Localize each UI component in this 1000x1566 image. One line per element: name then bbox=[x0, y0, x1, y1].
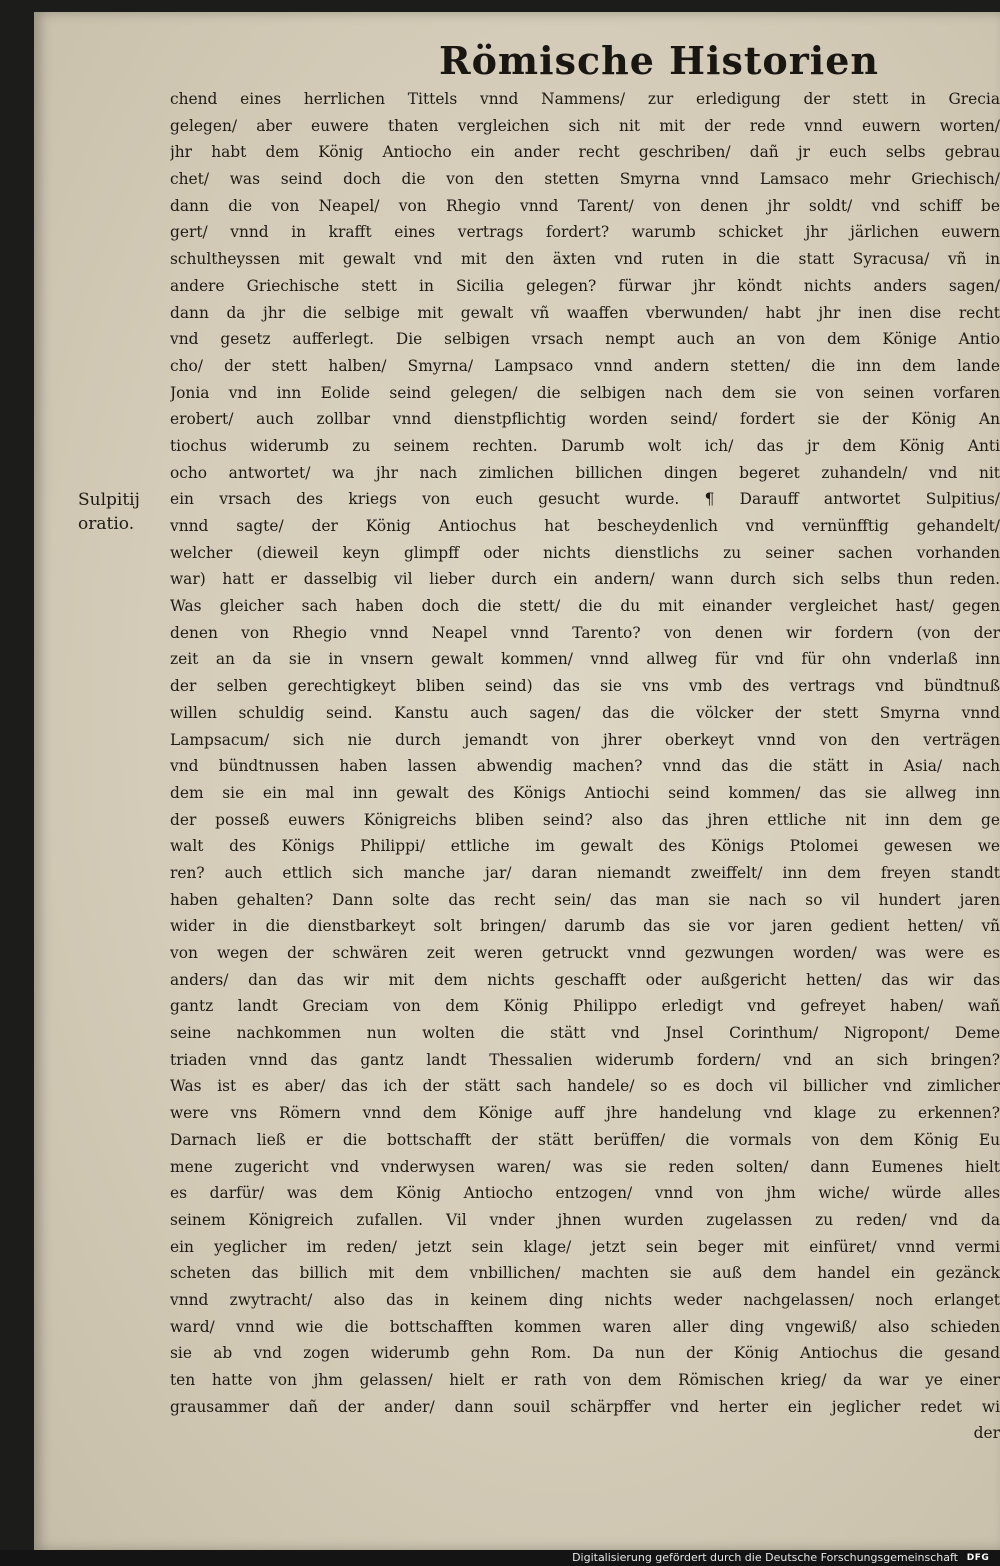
marginal-note-line: Sulpitij bbox=[78, 490, 140, 510]
marginal-note-line: oratio. bbox=[78, 514, 135, 534]
text-line: vnd gesetz aufferlegt. Die selbigen vrsach nempt auch an von dem Könige Antio bbox=[170, 330, 1000, 349]
text-line: anders/ dan das wir mit dem nichts geschafft oder außgericht hetten/ das wir das bbox=[170, 970, 1000, 989]
dfg-logo: DFG bbox=[966, 1553, 990, 1563]
text-line: cho/ der stett halben/ Smyrna/ Lampsaco vnnd andern stetten/ die inn dem lande bbox=[170, 356, 1000, 375]
text-line: von wegen der schwären zeit weren getruckt vnnd gezwungen worden/ was were es bbox=[170, 944, 1000, 962]
running-head: Römische Historien bbox=[439, 38, 880, 83]
text-line: Jonia vnd inn Eolide seind gelegen/ die selbigen nach dem sie von seinen vorfaren bbox=[170, 383, 1000, 402]
text-line: vnd bündtnussen haben lassen abwendig machen? vnnd das die stätt in Asia/ nach bbox=[170, 757, 1000, 776]
text-line: der bbox=[973, 1424, 1000, 1443]
text-line: ein vrsach des kriegs von euch gesucht wurde. ¶ Darauff antwortet Sulpitius/ bbox=[170, 490, 1000, 509]
text-line: grausammer dañ der ander/ dann souil schärpffer vnd herter ein jeglicher redet wi bbox=[170, 1397, 1000, 1416]
text-line: scheten das billich mit dem vnbillichen/ machten sie auß dem handel ein gezänck bbox=[170, 1264, 1000, 1283]
text-line: ward/ vnnd wie die bottschafften kommen waren aller ding vngewiß/ also schieden bbox=[170, 1317, 1000, 1336]
text-line: ein yeglicher im reden/ jetzt sein klage/ jetzt sein beger mit einfüret/ vnnd vermi bbox=[170, 1237, 1000, 1256]
text-line: ren? auch ettlich sich manche jar/ daran niemandt zweiffelt/ inn dem freyen standt bbox=[170, 863, 1000, 882]
text-line: schultheyssen mit gewalt vnd mit den äxten vnd ruten in die statt Syracusa/ vñ in bbox=[170, 250, 1000, 269]
text-line: denen von Rhegio vnnd Neapel vnnd Tarento? von denen wir fordern (von der bbox=[170, 623, 1000, 642]
text-line: es darfür/ was dem König Antiocho entzogen/ vnnd von jhm wiche/ würde alles bbox=[170, 1184, 1000, 1203]
text-line: chet/ was seind doch die von den stetten Smyrna vnnd Lamsaco mehr Griechisch/ bbox=[170, 170, 1000, 189]
text-line: erobert/ auch zollbar vnnd dienstpflichtig worden seind/ fordert sie der König An bbox=[170, 410, 1000, 429]
text-line: gert/ vnnd in krafft eines vertrags fordert? warumb schicket jhr järlichen euwern bbox=[170, 223, 1000, 242]
text-line: andere Griechische stett in Sicilia gelegen? fürwar jhr köndt nichts anders sagen/ bbox=[170, 276, 1000, 295]
text-line: Darnach ließ er die bottschafft der stätt berüffen/ die vormals von dem König Eu bbox=[170, 1130, 1000, 1149]
text-line: Was ist es aber/ das ich der stätt sach handele/ so es doch vil billicher vnd zimlicher bbox=[170, 1077, 1000, 1096]
marginal-note bbox=[78, 488, 158, 536]
text-line: vnnd sagte/ der König Antiochus hat bescheydenlich vnd vernünfftig gehandelt/ bbox=[170, 517, 1000, 535]
text-line: der selben gerechtigkeyt bliben seind) das sie vns vmb des vertrags vnd bündtnuß bbox=[170, 677, 1000, 696]
funding-notice: Digitalisierung gefördert durch die Deutsche Forschungsgemeinschaft bbox=[572, 1551, 958, 1564]
text-line: der posseß euwers Königreichs bliben seind? also das jhren ettliche nit inn dem ge bbox=[170, 810, 1000, 829]
body-text bbox=[170, 86, 1000, 1447]
text-line: war) hatt er dasselbig vil lieber durch ein andern/ wann durch sich selbs thun reden. bbox=[170, 570, 1000, 589]
text-line: ten hatte von jhm gelassen/ hielt er rath von dem Römischen krieg/ da war ye einer bbox=[170, 1371, 1000, 1389]
text-line: were vns Römern vnnd dem Könige auff jhre handelung vnd klage zu erkennen? bbox=[170, 1104, 1000, 1123]
book-page bbox=[34, 12, 1000, 1550]
text-line: seinem Königreich zufallen. Vil vnder jhnen wurden zugelassen zu reden/ vnd da bbox=[170, 1210, 1000, 1229]
text-line: jhr habt dem König Antiocho ein ander recht geschriben/ dañ jr euch selbs gebrau bbox=[170, 143, 1000, 162]
text-line: sie ab vnd zogen widerumb gehn Rom. Da nun der König Antiochus die gesand bbox=[170, 1344, 1000, 1363]
text-line: tiochus widerumb zu seinem rechten. Darumb wolt ich/ das jr dem König Anti bbox=[170, 436, 1000, 455]
text-line: welcher (dieweil keyn glimpff oder nichts dienstlichs zu seiner sachen vorhanden bbox=[170, 543, 1000, 562]
text-line: ocho antwortet/ wa jhr nach zimlichen billichen dingen begeret zuhandeln/ vnd nit bbox=[170, 463, 1000, 482]
text-line: Lampsacum/ sich nie durch jemandt von jhrer oberkeyt vnnd von den verträgen bbox=[170, 730, 1000, 749]
text-line: dann da jhr die selbige mit gewalt vñ waaffen vberwunden/ habt jhr inen dise recht bbox=[170, 303, 1000, 322]
footer-bar bbox=[0, 1550, 1000, 1566]
text-line: chend eines herrlichen Tittels vnnd Nammens/ zur erledigung der stett in Grecia bbox=[170, 90, 1000, 108]
text-line: willen schuldig seind. Kanstu auch sagen/ das die völcker der stett Smyrna vnnd bbox=[170, 703, 1000, 722]
text-line: haben gehalten? Dann solte das recht sein/ das man sie nach so vil hundert jaren bbox=[170, 890, 1000, 909]
text-line: mene zugericht vnd vnderwysen waren/ was sie reden solten/ dann Eumenes hielt bbox=[170, 1157, 1000, 1176]
text-line: seine nachkommen nun wolten die stätt vnd Jnsel Corinthum/ Nigropont/ Deme bbox=[170, 1024, 1000, 1043]
text-line: zeit an da sie in vnsern gewalt kommen/ vnnd allweg für vnd für ohn vnderlaß inn bbox=[170, 650, 1000, 669]
text-line: dem sie ein mal inn gewalt des Königs Antiochi seind kommen/ das sie allweg inn bbox=[170, 783, 1000, 802]
text-line: wider in die dienstbarkeyt solt bringen/ darumb das sie vor jaren gedient hetten/ vñ bbox=[170, 917, 1000, 936]
text-line: gantz landt Greciam von dem König Philippo erledigt vnd gefreyet haben/ wañ bbox=[170, 997, 1000, 1016]
text-line: walt des Königs Philippi/ ettliche im gewalt des Königs Ptolomei gewesen we bbox=[170, 837, 1000, 856]
text-line: vnnd zwytracht/ also das in keinem ding nichts weder nachgelassen/ noch erlanget bbox=[170, 1290, 1000, 1309]
text-line: Was gleicher sach haben doch die stett/ die du mit einander vergleichet hast/ gegen bbox=[170, 597, 1000, 616]
text-line: triaden vnnd das gantz landt Thessalien widerumb fordern/ vnd an sich bringen? bbox=[170, 1050, 1000, 1069]
text-line: gelegen/ aber euwere thaten vergleichen sich nit mit der rede vnnd euwern worten/ bbox=[170, 116, 1000, 135]
text-line: dann die von Neapel/ von Rhegio vnnd Tarent/ von denen jhr soldt/ vnd schiff be bbox=[170, 196, 1000, 215]
